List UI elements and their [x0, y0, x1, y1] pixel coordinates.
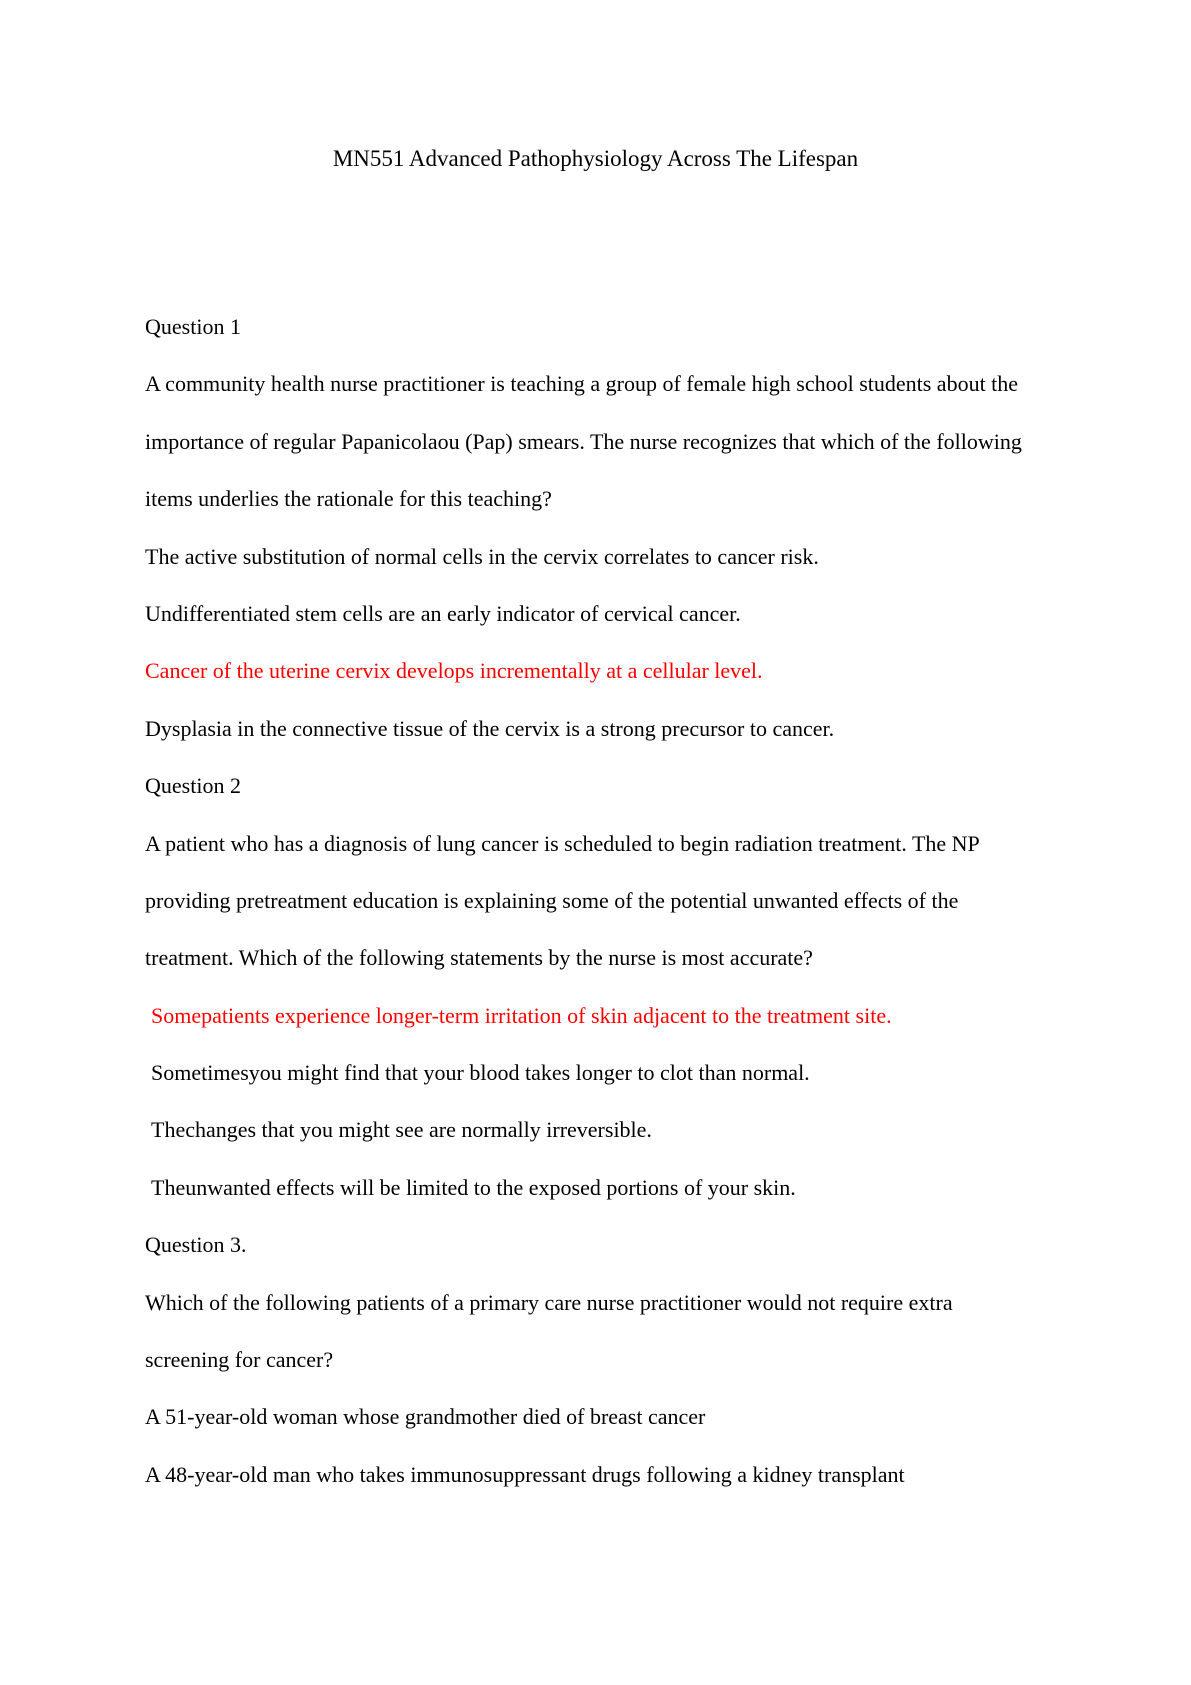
question-1-stem-line-1: A community health nurse practitioner is teaching a group of female high school students about the [145, 371, 1019, 397]
question-1-correct-answer: Cancer of the uterine cervix develops incrementally at a cellular level. [145, 658, 763, 684]
question-2-option-b: Sometimesyou might find that your blood takes longer to clot than normal. [151, 1060, 810, 1086]
question-3-stem-line-2: screening for cancer? [145, 1347, 334, 1373]
question-3-heading: Question 3. [145, 1232, 247, 1258]
question-2-option-c: Thechanges that you might see are normally irreversible. [151, 1117, 652, 1143]
document-body [145, 312, 1045, 1517]
question-3-option-a: A 51-year-old woman whose grandmother died of breast cancer [145, 1404, 706, 1430]
question-1-option-b: Undifferentiated stem cells are an early indicator of cervical cancer. [145, 600, 741, 626]
question-1-stem-line-2: importance of regular Papanicolaou (Pap) smears. The nurse recognizes that which of the following [145, 428, 1022, 454]
document-title: MN551 Advanced Pathophysiology Across The Lifespan [332, 146, 859, 171]
question-1-stem-line-3: items underlies the rationale for this teaching? [145, 486, 552, 512]
question-1-option-d: Dysplasia in the connective tissue of the cervix is a strong precursor to cancer. [145, 715, 835, 741]
question-2-stem-line-3: treatment. Which of the following statements by the nurse is most accurate? [145, 945, 813, 971]
question-3-stem-line-1: Which of the following patients of a primary care nurse practitioner would not require extra [145, 1289, 953, 1315]
question-3-option-b: A 48-year-old man who takes immunosuppressant drugs following a kidney transplant [145, 1461, 905, 1487]
question-2-stem-line-1: A patient who has a diagnosis of lung cancer is scheduled to begin radiation treatment. The NP [145, 830, 980, 856]
question-2-correct-answer: Somepatients experience longer-term irritation of skin adjacent to the treatment site. [151, 1002, 892, 1028]
question-1-heading: Question 1 [145, 314, 241, 339]
question-2-option-d: Theunwanted effects will be limited to the exposed portions of your skin. [151, 1174, 796, 1200]
question-1-option-a: The active substitution of normal cells in the cervix correlates to cancer risk. [145, 543, 819, 569]
question-2-heading: Question 2 [145, 773, 241, 799]
question-2-stem-line-2: providing pretreatment education is explaining some of the potential unwanted effects of the [145, 887, 959, 913]
